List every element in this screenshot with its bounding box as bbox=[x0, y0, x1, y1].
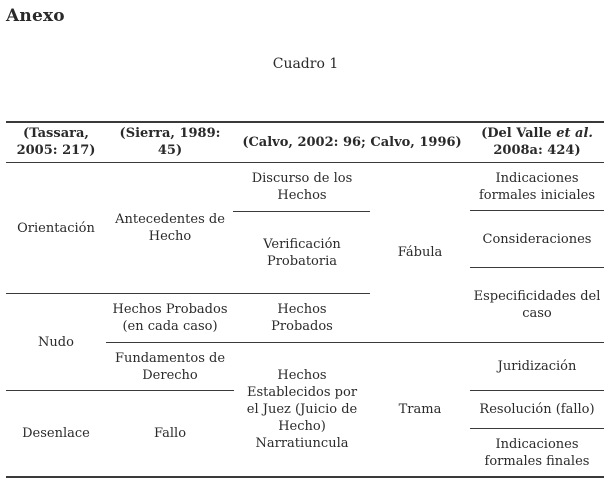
cell-discurso: Discurso de los Hechos bbox=[251, 171, 353, 203]
cell-indicaciones-finales: Indicaciones formales finales bbox=[484, 436, 590, 469]
cell-fabula: Fábula bbox=[397, 245, 443, 260]
cell-hechos-establecidos: Hechos Establecidos por el Juez (Juicio de Hecho) Narratiuncula bbox=[246, 368, 358, 451]
annex-heading: Anexo bbox=[6, 6, 65, 26]
cell-verificacion: Verificación Probatoria bbox=[263, 236, 341, 269]
table-caption: Cuadro 1 bbox=[272, 56, 339, 72]
header-tassara: (Tassara, 2005: 217) bbox=[16, 126, 96, 158]
header-calvo: (Calvo, 2002: 96; Calvo, 1996) bbox=[242, 134, 462, 150]
header-sierra: (Sierra, 1989: 45) bbox=[119, 126, 221, 158]
cell-hechos-probados-caso: Hechos Probados (en cada caso) bbox=[112, 302, 228, 334]
cell-consideraciones: Consideraciones bbox=[482, 231, 592, 247]
cell-fundamentos: Fundamentos de Derecho bbox=[114, 350, 226, 383]
cell-nudo: Nudo bbox=[38, 334, 74, 350]
header-del-valle: (Del Valle et al. 2008a: 424) bbox=[481, 126, 593, 158]
cell-indicaciones-iniciales: Indicaciones formales iniciales bbox=[479, 170, 595, 203]
cell-trama: Trama bbox=[398, 402, 442, 417]
table-bottom-rule bbox=[6, 476, 604, 478]
cell-fallo: Fallo bbox=[153, 426, 187, 441]
cell-orientacion: Orientación bbox=[17, 220, 95, 236]
cell-hechos-probados: Hechos Probados bbox=[271, 302, 333, 334]
cell-juridizacion: Juridización bbox=[497, 359, 577, 374]
cell-desenlace: Desenlace bbox=[22, 426, 90, 441]
cell-resolucion: Resolución (fallo) bbox=[479, 402, 595, 417]
cell-antecedentes: Antecedentes de Hecho bbox=[115, 212, 225, 244]
cell-especificidades: Especificidades del caso bbox=[473, 289, 601, 321]
